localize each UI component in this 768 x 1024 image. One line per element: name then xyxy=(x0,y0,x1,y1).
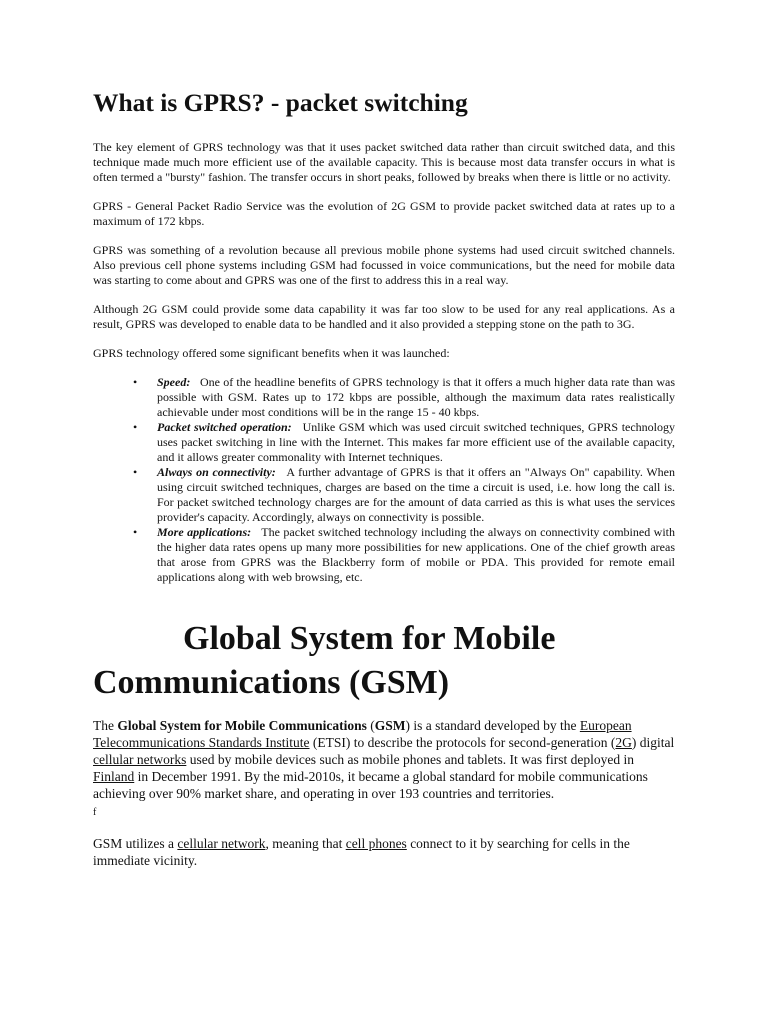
text-run: ( xyxy=(366,718,375,733)
cell-phones-link[interactable]: cell phones xyxy=(345,836,407,851)
text-run: connect to it by searching for cells in the immediate vicinity. xyxy=(93,836,630,868)
benefit-term: Speed: xyxy=(157,375,191,389)
gprs-paragraph-1: The key element of GPRS technology was that it uses packet switched data rather than circuit switched data, and this technique made much more efficient use of the available capacity. This is because most data transfer occurs in what is often termed a "bursty" fashion. The transfer occurs in short peaks, followed by breaks when there is little or no activity. xyxy=(93,140,675,184)
text-run: ) digital xyxy=(631,735,675,750)
gprs-paragraph-5: GPRS technology offered some significant benefits when it was launched: xyxy=(93,346,450,360)
gprs-paragraph-4: Although 2G GSM could provide some data capability it was far too slow to be used for any real applications. As a result, GPRS was developed to enable data to be handled and it also provided a stepping stone on the path to 3G. xyxy=(93,302,675,331)
document-content xyxy=(93,86,675,883)
gsm-paragraph-1 xyxy=(93,717,675,821)
benefit-text: Unlike GSM which was used circuit switched techniques, GPRS technology uses packet switching in line with the Internet. This makes far more efficient use of the available capacity, and it allows greater commonality with Internet techniques. xyxy=(157,420,676,464)
benefit-text: The packet switched technology including the always on connectivity combined with the higher data rates opens up many more possibilities for new applications. One of the chief growth areas that arose from GPRS was the Blackberry form of mobile or PDA. This provided for remote email applications along with web browsing, etc. xyxy=(157,525,675,584)
text-run: , meaning that xyxy=(265,836,346,851)
gsm-full-name: Global System for Mobile Communications xyxy=(117,718,367,733)
benefit-term: Always on connectivity: xyxy=(157,465,276,479)
benefit-packet-switched xyxy=(133,420,676,465)
text-run: The xyxy=(93,718,118,733)
text-run: GSM utilizes a xyxy=(93,836,178,851)
benefits-list xyxy=(93,375,675,585)
reference-mark: f xyxy=(93,807,97,818)
benefit-more-applications xyxy=(133,525,675,585)
gsm-section-body xyxy=(93,717,675,869)
cellular-network-link[interactable]: cellular network xyxy=(177,836,266,851)
cellular-networks-link[interactable]: cellular networks xyxy=(93,752,187,767)
benefit-text: One of the headline benefits of GPRS technology is that it offers a much higher data rate than was possible with GSM. Rates up to 172 kbps are possible, although the maximum data rates realistically achievable under most conditions will be in the range 15 - 40 kbps. xyxy=(157,375,676,419)
2g-link[interactable]: 2G xyxy=(615,735,632,750)
benefit-term: More applications: xyxy=(157,525,252,539)
benefit-speed xyxy=(133,375,676,420)
text-run: (ETSI) to describe the protocols for second-generation ( xyxy=(309,735,616,750)
gsm-paragraph-2 xyxy=(93,835,675,869)
bullet-icon: • xyxy=(133,465,138,479)
gsm-heading: Global System for Mobile Communications (GSM) xyxy=(93,620,556,701)
text-run: in December 1991. By the mid-2010s, it became a global standard for mobile communications achieving over 90% market share, and operating in over 193 countries and territories. xyxy=(93,769,648,801)
gsm-abbreviation: GSM xyxy=(374,718,406,733)
gprs-paragraph-3: GPRS was something of a revolution because all previous mobile phone systems had used circuit switched channels. Also previous cell phone systems including GSM had focussed in voice communications, but the need for mobile data was starting to come about and GPRS was one of the first to address this in a real way. xyxy=(93,243,675,287)
finland-link[interactable]: Finland xyxy=(93,769,135,784)
text-run: ) is a standard developed by the xyxy=(405,718,580,733)
benefit-text: A further advantage of GPRS is that it offers an "Always On" capability. When using circuit switched techniques, charges are based on the time a circuit is used, i.e. how long the call is. For packet switched technology charges are for the amount of data carried as this is what uses the services provider's capacity. Accordingly, always on connectivity is possible. xyxy=(157,465,675,524)
bullet-icon: • xyxy=(133,375,138,389)
benefit-term: Packet switched operation: xyxy=(157,420,292,434)
etsi-link[interactable]: European Telecommunications Standards Institute xyxy=(93,718,632,750)
gprs-paragraph-2: GPRS - General Packet Radio Service was the evolution of 2G GSM to provide packet switched data at rates up to a maximum of 172 kbps. xyxy=(93,199,675,228)
gprs-section-body xyxy=(93,140,675,585)
bullet-icon: • xyxy=(133,420,138,434)
text-run: used by mobile devices such as mobile phones and tablets. It was first deployed in xyxy=(186,752,634,767)
bullet-icon: • xyxy=(133,525,138,539)
gprs-heading: What is GPRS? - packet switching xyxy=(93,88,468,117)
benefit-always-on xyxy=(133,465,675,525)
